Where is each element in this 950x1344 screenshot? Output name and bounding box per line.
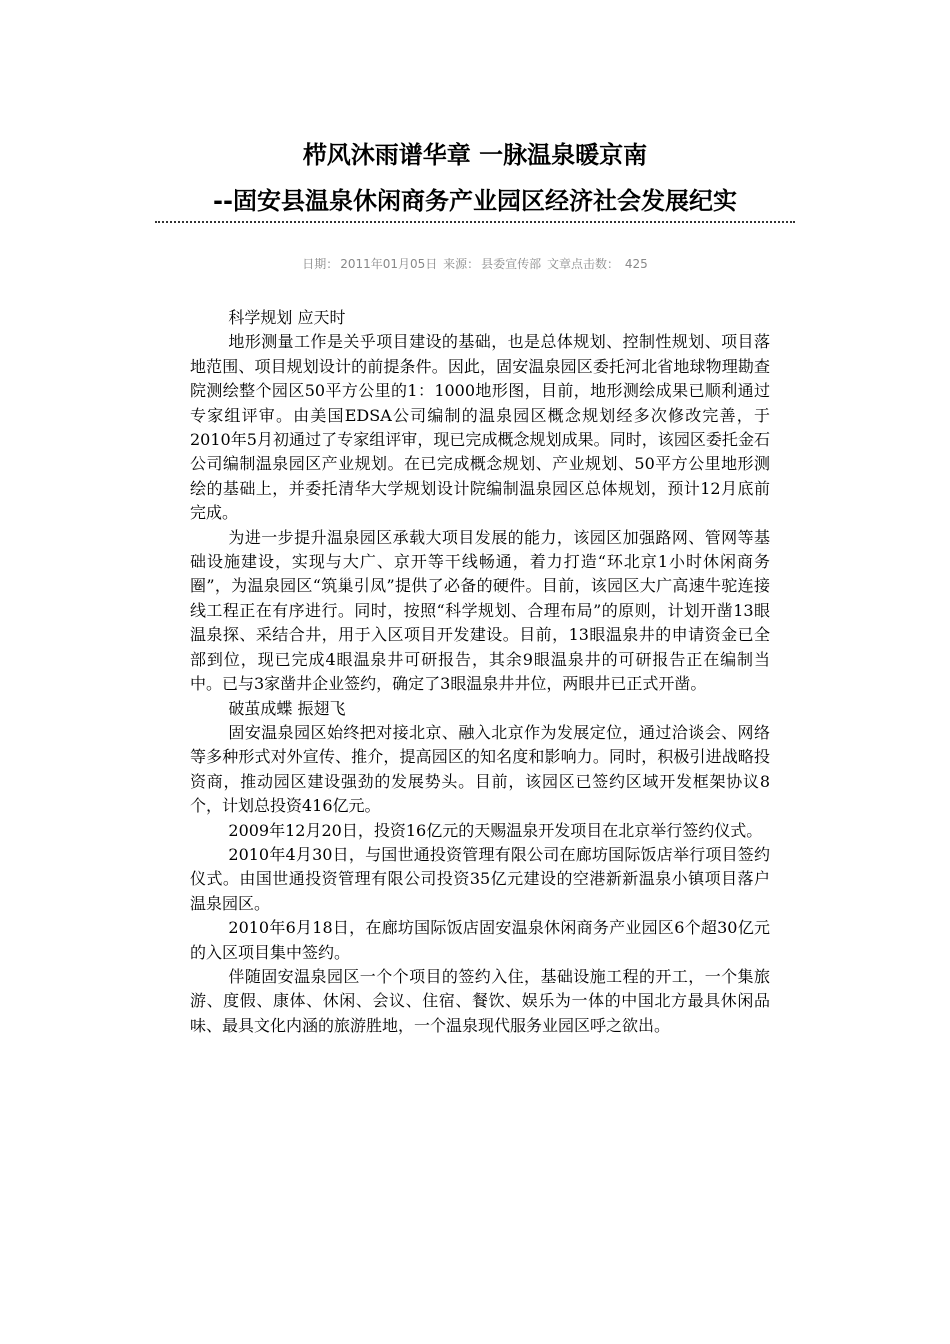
paragraph: 为进一步提升温泉园区承载大项目发展的能力，该园区加强路网、管网等基础设施建设，实现与大广、京开等干线畅通，着力打造“环北京1小时休闲商务圈”，为温泉园区“筑巢引凤”提供了必备的硬件。目前，该园区大广高速牛驼连接线工程正在有序进行。同时，按照“科学规划、合理布局”的原则，计划开凿13眼温泉探、采结合井，用于入区项目开发建设。目前，13眼温泉井的申请资金已全部到位，现已完成4眼温泉井可研报告，其余9眼温泉井的可研报告正在编制当中。已与3家凿井企业签约，确定了3眼温泉井井位，两眼井已正式开凿。 (190, 527, 770, 694)
title-divider (155, 221, 795, 223)
section-heading: 破茧成蝶 振翅飞 (228, 698, 346, 718)
article-subtitle: --固安县温泉休闲商务产业园区经济社会发展纪实 (213, 187, 737, 215)
date-value: 2011年01月05日 (340, 257, 438, 271)
date-label: 日期： (302, 257, 339, 271)
paragraph: 2010年4月30日，与国世通投资管理有限公司在廊坊国际饭店举行项目签约仪式。由国世通投资管理有限公司投资35亿元建设的空港新新温泉小镇项目落户温泉园区。 (190, 844, 770, 913)
paragraph: 地形测量工作是关乎项目建设的基础，也是总体规划、控制性规划、项目落地范围、项目规划设计的前提条件。因此，固安温泉园区委托河北省地球物理勘查院测绘整个园区50平方公里的1：1000地形图，目前，地形测绘成果已顺利通过专家组评审。由美国EDSA公司编制的温泉园区概念规划经多次修改完善，于2010年5月初通过了专家组评审，现已完成概念规划成果。同时，该园区委托金石公司编制温泉园区产业规划。在已完成概念规划、产业规划、50平方公里地形测绘的基础上，并委托清华大学规划设计院编制温泉园区总体规划，预计12月底前完成。 (190, 332, 770, 523)
article-title-main: 栉风沐雨谱华章 一脉温泉暖京南 (302, 141, 648, 169)
click-count-label: 文章点击数： (547, 257, 620, 271)
article-meta (155, 255, 795, 272)
paragraph: 2009年12月20日，投资16亿元的天赐温泉开发项目在北京举行签约仪式。 (228, 820, 763, 840)
source-value: 县委宣传部 (481, 257, 542, 271)
article-body (190, 306, 770, 1038)
paragraph: 伴随固安温泉园区一个个项目的签约入住，基础设施工程的开工，一个集旅游、度假、康体、休闲、会议、住宿、餐饮、娱乐为一体的中国北方最具休闲品味、最具文化内涵的旅游胜地，一个温泉现代服务业园区呼之欲出。 (190, 966, 770, 1035)
article-title (155, 132, 795, 224)
paragraph: 2010年6月18日，在廊坊国际饭店固安温泉休闲商务产业园区6个超30亿元的入区项目集中签约。 (190, 918, 770, 962)
source-label: 来源： (443, 257, 480, 271)
paragraph: 固安温泉园区始终把对接北京、融入北京作为发展定位，通过洽谈会、网络等多种形式对外宣传、推介，提高园区的知名度和影响力。同时，积极引进战略投资商，推动园区建设强劲的发展势头。目前，该园区已签约区域开发框架协议8个，计划总投资416亿元。 (190, 722, 770, 816)
section-heading: 科学规划 应天时 (228, 308, 346, 327)
click-count-value: 425 (624, 257, 648, 271)
